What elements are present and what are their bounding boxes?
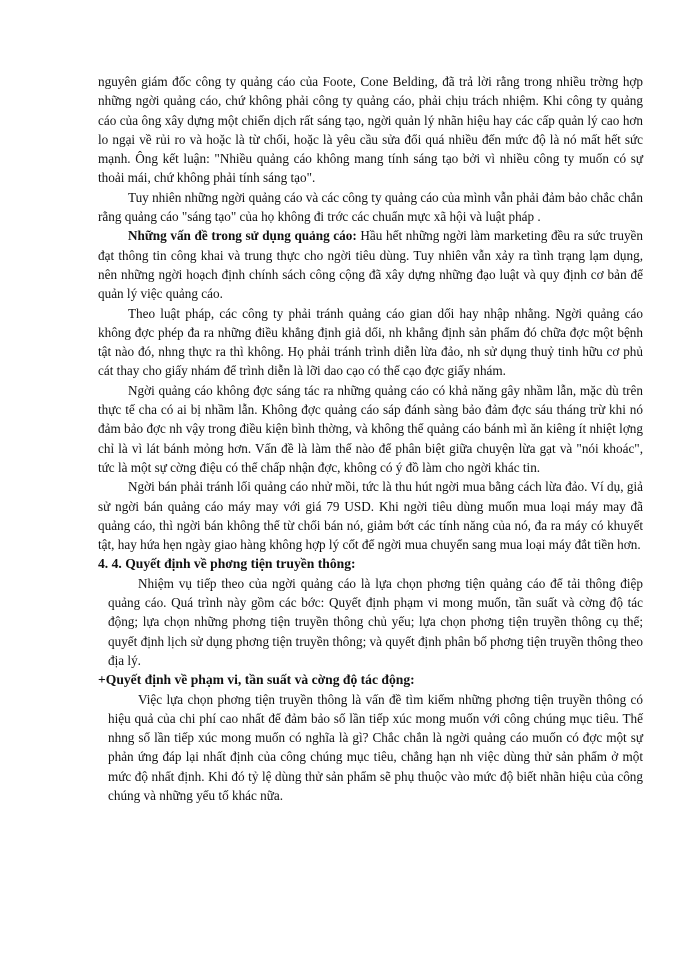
paragraph-6: Ngời bán phải tránh lối quảng cáo nhử mồi, tức là thu hút ngời mua bằng cách lừa đảo. Ví dụ, giả sử ngời bán quảng cáo máy may với giá 79 USD. Khi ngời tiêu dùng muốn mua loại máy may đã quảng cáo, thì ngời bán không thể từ chối bán nó, giảm bớt các tính năng của nó, đa ra máy có khuyết tật, hay hứa hẹn ngày giao hàng không hợp lý cốt để ngời mua chuyển sang mua loại máy đắt tiền hơn.	[98, 479, 643, 553]
section-heading-4-4: 4. 4. Quyết định về phơng tiện truyền thông:	[98, 556, 356, 572]
paragraph-3-text: Hầu hết những ngời làm marketing đều ra sức truyền đạt thông tin công khai và trung thực cho ngời tiêu dùng. Tuy nhiên vẫn xảy ra tình trạng lạm dụng, nên những ngời hoạch định chính sách công cộng đã xây dựng những đạo luật và quy định cơ bản để quản lý việc quảng cáo.	[98, 228, 644, 302]
paragraph-2: Tuy nhiên những ngời quảng cáo và các công ty quảng cáo của mình vẫn phải đảm bảo chắc chắn rằng quảng cáo "sáng tạo" của họ không đi trớc các chuẩn mực xã hội và luật pháp .	[98, 189, 643, 225]
document-page	[98, 72, 643, 805]
paragraph-3-lead: Những vấn đề trong sử dụng quảng cáo:	[128, 228, 357, 244]
paragraph-5: Ngời quảng cáo không đợc sáng tác ra những quảng cáo có khả năng gây nhầm lẫn, mặc dù trên thực tế cha có ai bị nhầm lẫn. Không đợc quảng cáo sáp đánh sàng bảo đảm đợc sáu tháng trừ khi nó đảm bảo đợc nh vậy trong điều kiện bình thờng, và không thể quảng cáo bánh mì ăn kiêng ít nhiệt lợng chỉ là vì lát bánh mỏng hơn. Vấn đề là làm thế nào để phân biệt giữa chuyện lừa gạt và "nói khoác", tức là một sự cờng điệu có thể chấp nhận đợc, không có ý đồ làm cho ngời khác tin.	[98, 382, 643, 475]
paragraph-4: Theo luật pháp, các công ty phải tránh quảng cáo gian dối hay nhập nhằng. Ngời quảng cáo không đợc phép đa ra những điều khẳng định giả dối, nh khẳng định sản phẩm đó chữa đợc một bệnh tật nào đó, nhng thực ra thì không. Họ phải tránh trình diễn lừa đảo, nh sử dụng thuỷ tinh hữu cơ phủ cát thay cho giấy nhám để trình diễn là lỡi dao cạo có thể cạo đợc giấy nhám.	[98, 305, 643, 379]
paragraph-7: Nhiệm vụ tiếp theo của ngời quảng cáo là lựa chọn phơng tiện quảng cáo để tải thông điệp quảng cáo. Quá trình này gồm các bớc: Quyết định phạm vi mong muốn, tần suất và cờng độ tác động; lựa chọn những phơng tiện truyền thông chủ yếu; lựa chọn phơng tiện truyền thông cụ thể; quyết định lịch sử dụng phơng tiện truyền thông; và quyết định phân bố phơng tiện truyền thông theo địa lý.	[108, 575, 643, 668]
paragraph-3	[98, 226, 643, 303]
subsection-heading: +Quyết định về phạm vi, tần suất và cờng độ tác động:	[98, 672, 415, 688]
paragraph-8: Việc lựa chọn phơng tiện truyền thông là vấn đề tìm kiếm những phơng tiện truyền thông có hiệu quả của chi phí cao nhất để đảm bảo số lần tiếp xúc mong muốn với công chúng mục tiêu. Thế nhng số lần tiếp xúc mong muốn có nghĩa là gì? Chắc chắn là ngời quảng cáo muốn có đợc một sự phản ứng đáp lại nhất định của công chúng mục tiêu, chẳng hạn nh việc dùng thử sản phẩm ở một mức độ nhất định. Khi đó tỷ lệ dùng thử sản phẩm sẽ phụ thuộc vào mức độ biết nhãn hiệu của công chúng và những yếu tố khác nữa.	[108, 691, 643, 803]
paragraph-1: nguyên giám đốc công ty quảng cáo của Foote, Cone Belding, đã trả lời rằng trong nhiều trờng hợp những ngời quảng cáo, chứ không phải công ty quảng cáo, phải chịu trách nhiệm. Khi công ty quảng cáo của ông xây dựng một chiến dịch rất sáng tạo, ngời quản lý nhãn hiệu hay các cấp quản lý cao hơn lo ngại về rủi ro và hoặc là từ chối, hoặc là yêu cầu sửa đổi quá nhiều đến mức độ là nó mất hết sức mạnh. Ông kết luận: "Nhiều quảng cáo không mang tính sáng tạo bởi vì nhiều công ty muốn có sự thoải mái, chứ không phải tính sáng tạo".	[98, 74, 643, 186]
